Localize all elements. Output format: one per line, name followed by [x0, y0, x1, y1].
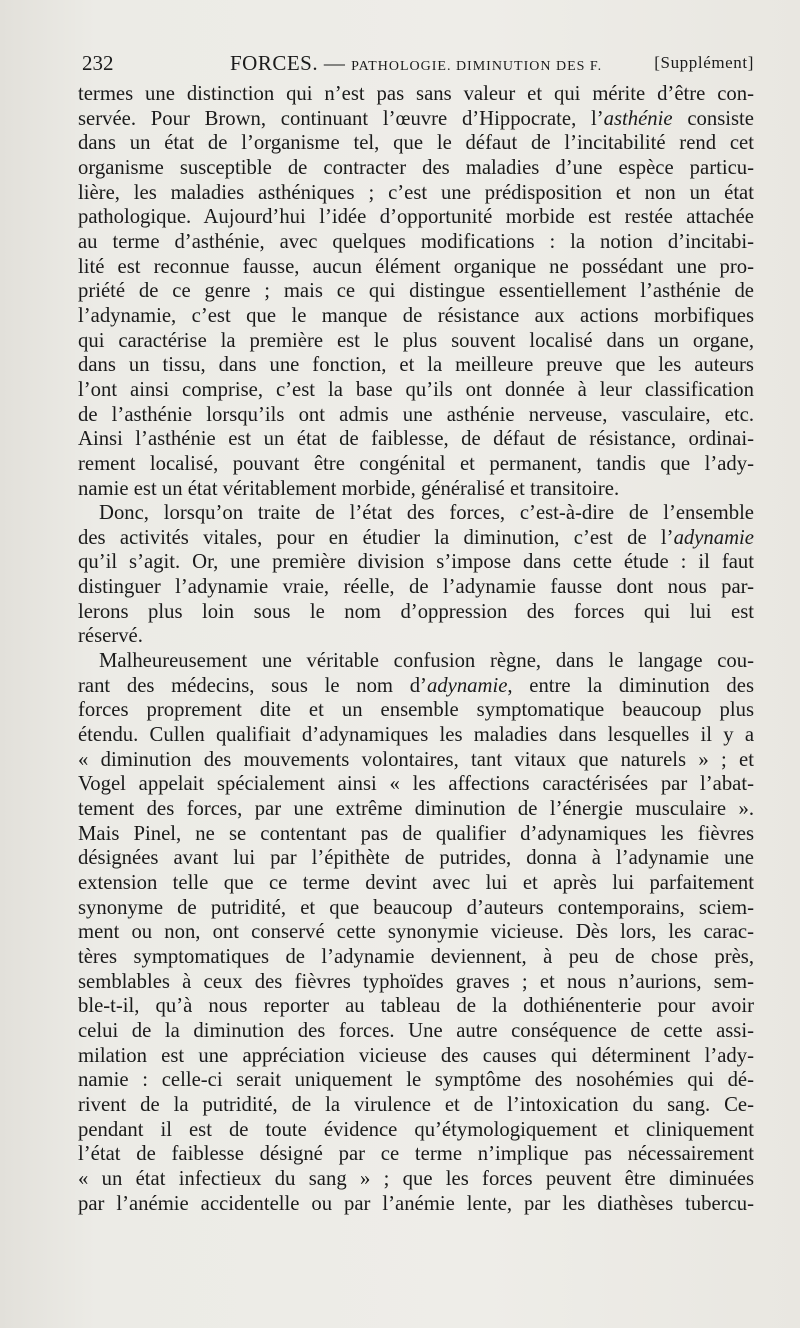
text-line [78, 1019, 754, 1044]
text-line [78, 822, 754, 847]
text-line [78, 205, 754, 230]
text-run: par l’anémie accidentelle ou par l’anémie lente, par les diathèses tubercu- [78, 1192, 754, 1215]
text-run: dans un tissu, dans une fonction, et la meilleure preuve que les auteurs [78, 354, 754, 377]
text-run: ble-t-il, qu’à nous reporter au tableau de la dothiénenterie pour avoir [78, 995, 754, 1018]
text-run: ment ou non, ont conservé cette synonymie vicieuse. Dès lors, les carac- [78, 921, 754, 944]
text-line [78, 427, 754, 452]
paragraph [78, 501, 754, 649]
text-line [78, 920, 754, 945]
text-line [78, 575, 754, 600]
text-line [78, 871, 754, 896]
text-line [78, 156, 754, 181]
text-run: organisme susceptible de contracter des maladies d’une espèce particu- [78, 156, 754, 179]
text-line [78, 748, 754, 773]
body-text [78, 82, 754, 1216]
text-run: étendu. Cullen qualifiait d’adynamiques les maladies dans lesquelles il y a [78, 724, 754, 747]
text-line [78, 329, 754, 354]
italic-term: adynamie [673, 526, 754, 549]
text-line [78, 279, 754, 304]
text-run: lière, les maladies asthéniques ; c’est une prédisposition et non un état [78, 181, 754, 204]
text-line [78, 1118, 754, 1143]
text-run: l’ont ainsi comprise, c’est la base qu’ils ont donnée à leur classification [78, 378, 754, 401]
italic-term: asthénie [603, 107, 673, 130]
running-title-small: PATHOLOGIE. DIMINUTION DES F. [351, 59, 603, 74]
text-line [78, 1044, 754, 1069]
text-run: tères symptomatiques de l’adynamie deviennent, à peu de chose près, [78, 945, 754, 968]
text-line [78, 131, 754, 156]
text-run: namie : celle-ci serait uniquement le symptôme des nosohémies qui dé- [78, 1069, 754, 1092]
text-run: rivent de la putridité, de la virulence et de l’intoxication du sang. Ce- [78, 1093, 754, 1116]
text-run: priété de ce genre ; mais ce qui distingue essentiellement l’asthénie de [78, 280, 754, 303]
text-run: Donc, lorsqu’on traite de l’état des forces, c’est-à-dire de l’ensemble [99, 502, 754, 525]
text-line [78, 378, 754, 403]
text-run: désignées avant lui par l’épithète de putrides, donna à l’adynamie une [78, 847, 754, 870]
page-number: 232 [82, 51, 114, 75]
italic-term: adynamie [426, 674, 508, 697]
text-run: rement localisé, pouvant être congénital et permanent, tandis que l’ady- [78, 452, 754, 475]
text-line [78, 1068, 754, 1093]
text-run: namie est un état véritablement morbide, généralisé et transitoire. [78, 477, 620, 500]
text-run: distinguer l’adynamie vraie, réelle, de l’adynamie fausse dont nous par- [78, 576, 754, 599]
text-line [78, 526, 754, 551]
text-run: Ainsi l’asthénie est un état de faiblesse, de défaut de résistance, ordinai- [78, 428, 754, 451]
text-run: « un état infectieux du sang » ; que les forces peuvent être diminuées [78, 1167, 754, 1190]
text-line [78, 1093, 754, 1118]
text-run: milation est une appréciation vicieuse des causes qui déterminent l’ady- [78, 1044, 754, 1067]
paragraph [78, 649, 754, 1216]
text-run: des activités vitales, pour en étudier la diminution, c’est de l’ [78, 526, 674, 549]
text-line [78, 994, 754, 1019]
text-run: , entre la diminution des [507, 674, 755, 697]
text-line [78, 501, 754, 526]
text-line [78, 896, 754, 921]
text-run: synonyme de putridité, et que beaucoup d’auteurs contemporains, sciem- [78, 896, 754, 919]
text-line [78, 797, 754, 822]
text-line [78, 846, 754, 871]
text-line [78, 255, 754, 280]
text-run: qui caractérise la première est le plus souvent localisé dans un organe, [78, 329, 754, 352]
text-line [78, 1192, 754, 1217]
text-run: celui de la diminution des forces. Une autre conséquence de cette assi- [78, 1019, 754, 1042]
running-title [230, 46, 602, 84]
running-header [78, 46, 754, 80]
text-run: qu’il s’agit. Or, une première division s’impose dans cette étude : il faut [78, 551, 754, 574]
text-line [78, 452, 754, 477]
text-line [78, 723, 754, 748]
text-line [78, 477, 754, 502]
text-line [78, 772, 754, 797]
text-line [78, 970, 754, 995]
text-run: l’état de faiblesse désigné par ce terme n’implique pas nécessairement [78, 1143, 754, 1166]
text-run: servée. Pour Brown, continuant l’œuvre d’Hippocrate, l’ [78, 107, 604, 130]
text-line [78, 1142, 754, 1167]
text-run: termes une distinction qui n’est pas sans valeur et qui mérite d’être con- [78, 83, 754, 105]
text-run: dans un état de l’organisme tel, que le défaut de l’incitabilité rend cet [78, 132, 754, 155]
text-run: forces proprement dite et un ensemble symptomatique beaucoup plus [78, 699, 754, 722]
running-title-dash: — [323, 51, 346, 75]
text-line [78, 230, 754, 255]
text-run: tement des forces, par une extrême diminution de l’énergie musculaire ». [78, 798, 754, 821]
text-line [78, 181, 754, 206]
text-line [78, 649, 754, 674]
text-run: Vogel appelait spécialement ainsi « les affections caractérisées par l’abat- [78, 773, 754, 796]
text-run: semblables à ceux des fièvres typhoïdes graves ; et nous n’aurions, sem- [78, 970, 754, 993]
text-line [78, 945, 754, 970]
text-run: Malheureusement une véritable confusion règne, dans le langage cou- [99, 650, 754, 673]
text-run: lerons plus loin sous le nom d’oppression des forces qui lui est [78, 600, 754, 623]
running-title-main: FORCES. [230, 51, 319, 75]
text-run: rant des médecins, sous le nom d’ [78, 674, 427, 697]
paragraph [78, 82, 754, 501]
text-run: consiste [672, 107, 754, 130]
text-run: au terme d’asthénie, avec quelques modifications : la notion d’incitabi- [78, 230, 754, 253]
text-line [78, 82, 754, 107]
section-label: [Supplément] [654, 53, 754, 72]
text-line [78, 624, 754, 649]
text-line [78, 353, 754, 378]
text-line [78, 1167, 754, 1192]
text-run: extension telle que ce terme devint avec lui et après lui parfaitement [78, 872, 754, 894]
text-line [78, 304, 754, 329]
text-run: lité est reconnue fausse, aucun élément organique ne possédant une pro- [78, 255, 754, 278]
text-line [78, 698, 754, 723]
text-line [78, 550, 754, 575]
text-run: l’adynamie, c’est que le manque de résistance aux actions morbifiques [78, 304, 754, 327]
text-line [78, 403, 754, 428]
text-line [78, 600, 754, 625]
text-run: réservé. [78, 625, 143, 648]
text-line [78, 107, 754, 132]
text-run: « diminution des mouvements volontaires, tant vitaux que naturels » ; et [78, 748, 754, 771]
text-line [78, 674, 754, 699]
text-run: pathologique. Aujourd’hui l’idée d’opportunité morbide est restée attachée [78, 206, 754, 229]
text-run: de l’asthénie lorsqu’ils ont admis une asthénie nerveuse, vasculaire, etc. [78, 403, 754, 426]
text-run: pendant il est de toute évidence qu’étymologiquement et cliniquement [78, 1118, 754, 1141]
text-run: Mais Pinel, ne se contentant pas de qualifier d’adynamiques les fièvres [78, 822, 754, 845]
